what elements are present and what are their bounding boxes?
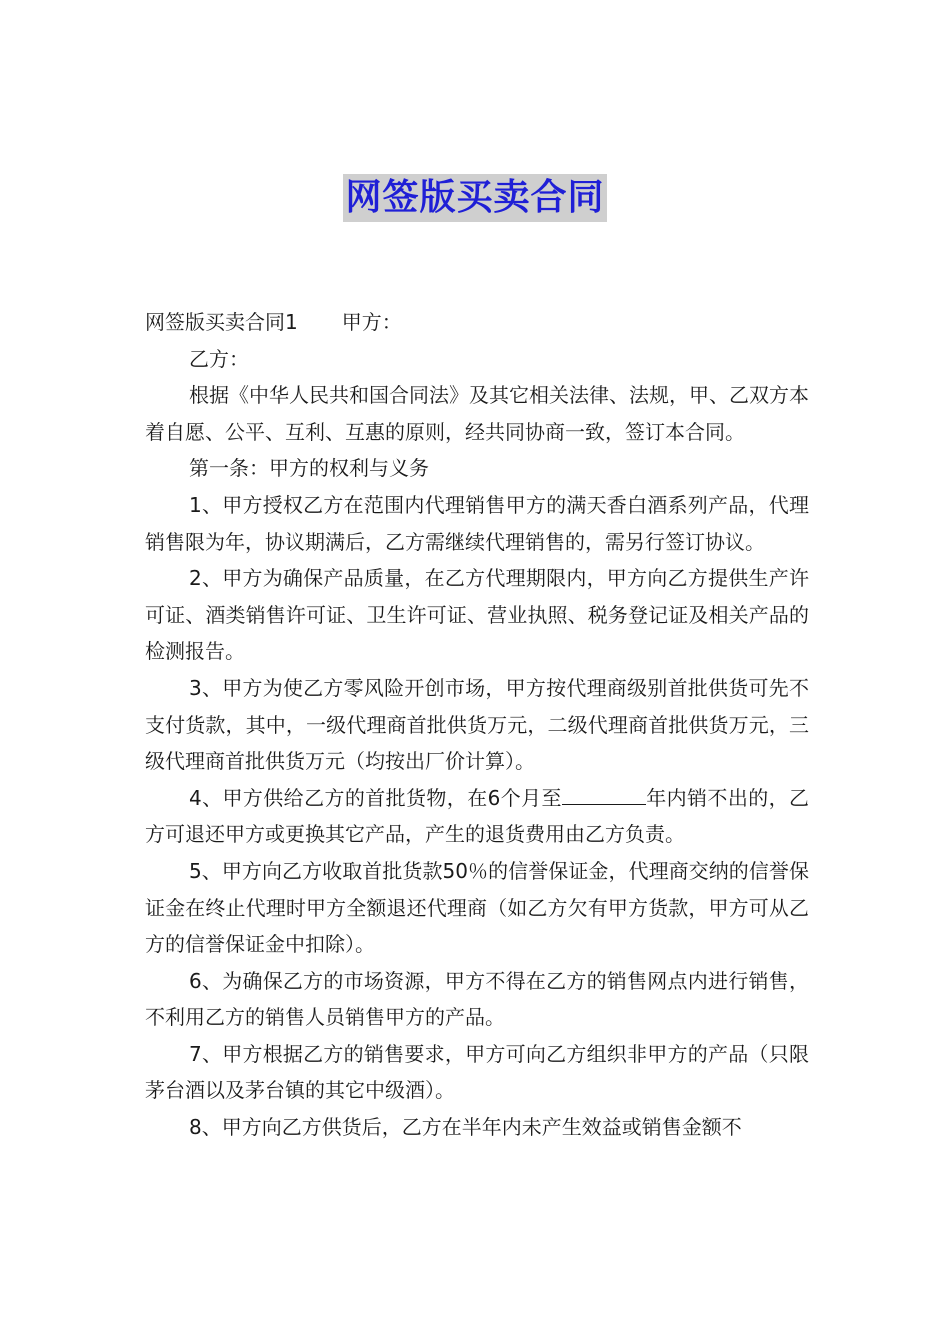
clause-4 xyxy=(145,780,809,853)
title-wrapper xyxy=(0,174,950,222)
document-title: 网签版买卖合同 xyxy=(343,174,606,222)
clause-5: 5、甲方向乙方收取首批货款50％的信誉保证金，代理商交纳的信誉保证金在终止代理时甲方全额退还代理商（如乙方欠有甲方货款，甲方可从乙方的信誉保证金中扣除）。 xyxy=(145,858,809,957)
party-b-label: 乙方： xyxy=(189,346,249,371)
clause-7: 7、甲方根据乙方的销售要求，甲方可向乙方组织非甲方的产品（只限茅台酒以及茅台镇的其它中级酒）。 xyxy=(145,1041,809,1103)
intro-heading: 网签版买卖合同1 xyxy=(145,310,298,334)
clause-4-after: 年内销不出的，乙方可退还甲方或更换其它产品，产生的退货费用由乙方负责。 xyxy=(145,785,809,847)
clause-6: 6、为确保乙方的市场资源，甲方不得在乙方的销售网点内进行销售，不利用乙方的销售人员销售甲方的产品。 xyxy=(145,968,809,1030)
clause-3: 3、甲方为使乙方零风险开创市场，甲方按代理商级别首批供货可先不支付货款，其中，一级代理商首批供货万元，二级代理商首批供货万元，三级代理商首批供货万元（均按出厂价计算）。 xyxy=(145,675,809,774)
preamble-paragraph: 根据《中华人民共和国合同法》及其它相关法律、法规，甲、乙双方本着自愿、公平、互利、互惠的原则，经共同协商一致，签订本合同。 xyxy=(145,383,809,444)
clause-4-blank xyxy=(562,782,646,805)
document-body xyxy=(145,304,809,1146)
clause-8: 8、甲方向乙方供货后，乙方在半年内未产生效益或销售金额不 xyxy=(189,1115,742,1140)
article1-title: 第一条：甲方的权利与义务 xyxy=(189,456,429,481)
intro-line xyxy=(145,304,809,341)
clause-1: 1、甲方授权乙方在范围内代理销售甲方的满天香白酒系列产品，代理销售限为年，协议期满后，乙方需继续代理销售的，需另行签订协议。 xyxy=(145,492,809,554)
party-a-label: 甲方： xyxy=(341,310,402,334)
clause-4-before: 4、甲方供给乙方的首批货物，在6个月至 xyxy=(189,785,562,810)
clause-2: 2、甲方为确保产品质量，在乙方代理期限内，甲方向乙方提供生产许可证、酒类销售许可证、卫生许可证、营业执照、税务登记证及相关产品的检测报告。 xyxy=(145,566,809,664)
